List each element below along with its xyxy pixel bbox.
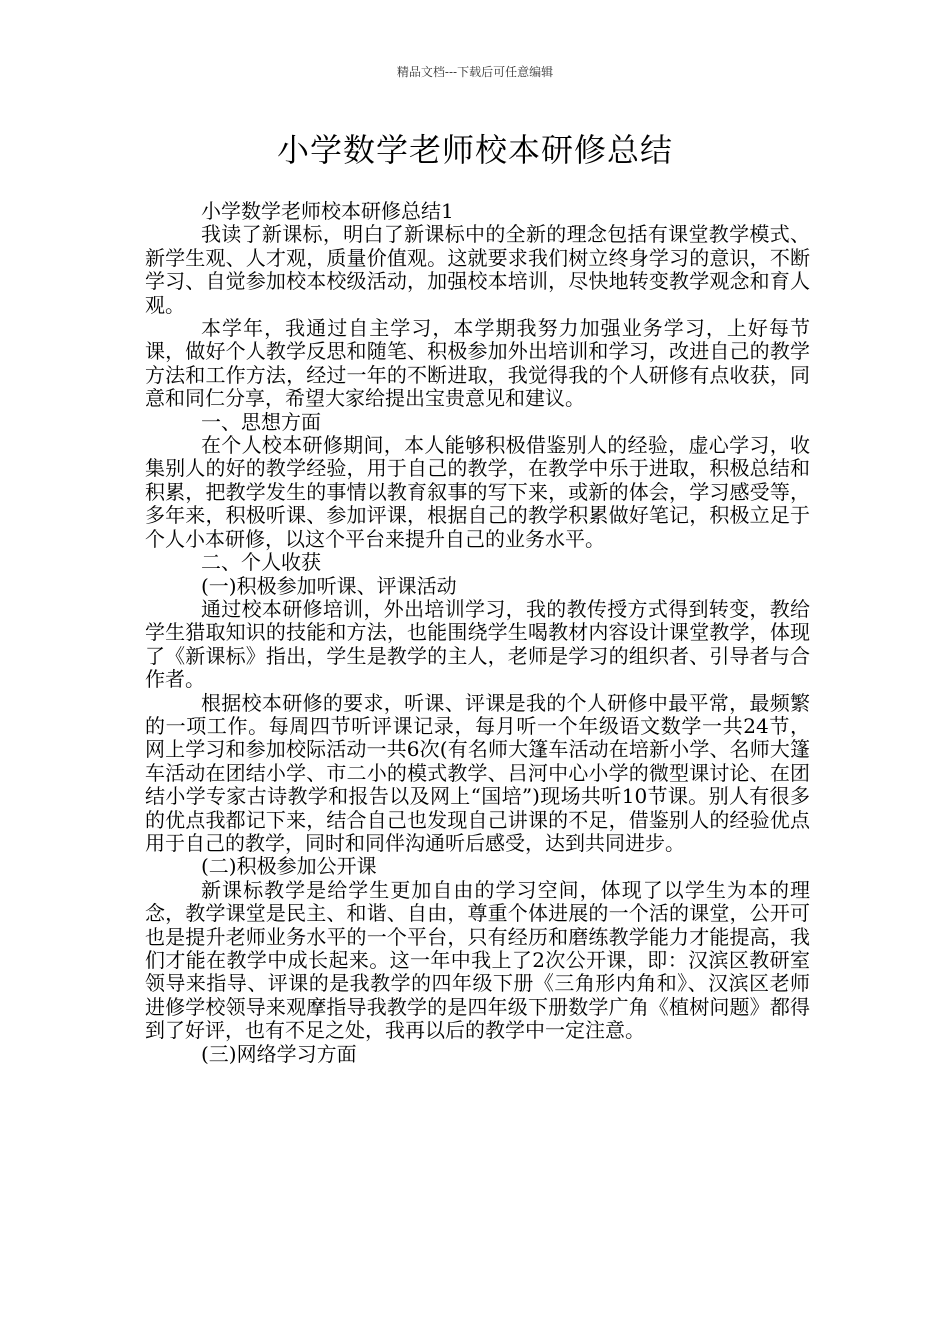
header-note: 精品文档---下载后可任意编辑	[396, 65, 554, 79]
body-paragraph: 通过校本研修培训，外出培训学习，我的教传授方式得到转变，教给学生猎取知识的技能和方法，也能围绕学生喝教材内容设计课堂教学，体现了《新课标》指出，学生是教学的主人，老师是学习的组织者、引导者与合作者。	[145, 596, 810, 692]
subtitle-paragraph: 小学数学老师校本研修总结1	[201, 199, 454, 223]
body-paragraph: 我读了新课标，明白了新课标中的全新的理念包括有课堂教学模式、新学生观、人才观，质量价值观。这就要求我们树立终身学习的意识，不断学习、自觉参加校本校级活动，加强校本培训，尽快地转变教学观念和育人观。	[145, 222, 810, 317]
section-heading: 二、个人收获	[201, 550, 321, 575]
subsection-heading: (一)积极参加听课、评课活动	[201, 573, 457, 598]
section-heading: 一、思想方面	[201, 409, 321, 434]
document-title: 小学数学老师校本研修总结	[276, 131, 673, 169]
subsection-heading: (二)积极参加公开课	[201, 854, 377, 879]
body-paragraph: 在个人校本研修期间，本人能够积极借鉴别人的经验，虚心学习，收集别人的好的教学经验，用于自己的教学，在教学中乐于进取，积极总结和积累，把教学发生的事情以教育叙事的写下来，或新的体会，学习感受等，多年来，积极听课、参加评课，根据自己的教学积累做好笔记，积极立足于个人小本研修，以这个平台来提升自己的业务水平。	[145, 433, 810, 551]
body-paragraph: 新课标教学是给学生更加自由的学习空间，体现了以学生为本的理念，教学课堂是民主、和谐、自由，尊重个体进展的一个活的课堂，公开可也是提升老师业务水平的一个平台，只有经历和磨练教学能力才能提高，我们才能在教学中成长起来。这一年中我上了2次公开课，即：汉滨区教研室领导来指导、评课的是我教学的四年级下册《三角形内角和》、汉滨区老师进修学校领导来观摩指导我教学的是四年级下册数学广角《植树问题》都得到了好评，也有不足之处，我再以后的教学中一定注意。	[145, 877, 810, 1043]
document-body	[145, 200, 810, 1066]
subsection-heading: (三)网络学习方面	[201, 1041, 357, 1066]
body-paragraph: 根据校本研修的要求，听课、评课是我的个人研修中最平常，最频繁的一项工作。每周四节听评课记录，每月听一个年级语文数学一共24节，网上学习和参加校际活动一共6次(有名师大篷车活动在培新小学、名师大篷车活动在团结小学、市二小的模式教学、吕河中心小学的微型课讨论、在团结小学专家古诗教学和报告以及网上“国培”)现场共听10节课。别人有很多的优点我都记下来，结合自己也发现自己讲课的不足，借鉴别人的经验优点用于自己的教学，同时和同伴沟通听后感受，达到共同进步。	[145, 690, 810, 855]
body-paragraph: 本学年，我通过自主学习，本学期我努力加强业务学习，上好每节课，做好个人教学反思和随笔、积极参加外出培训和学习，改进自己的教学方法和工作方法，经过一年的不断进取，我觉得我的个人研修有点收获，同意和同仁分享，希望大家给提出宝贵意见和建议。	[145, 316, 810, 411]
